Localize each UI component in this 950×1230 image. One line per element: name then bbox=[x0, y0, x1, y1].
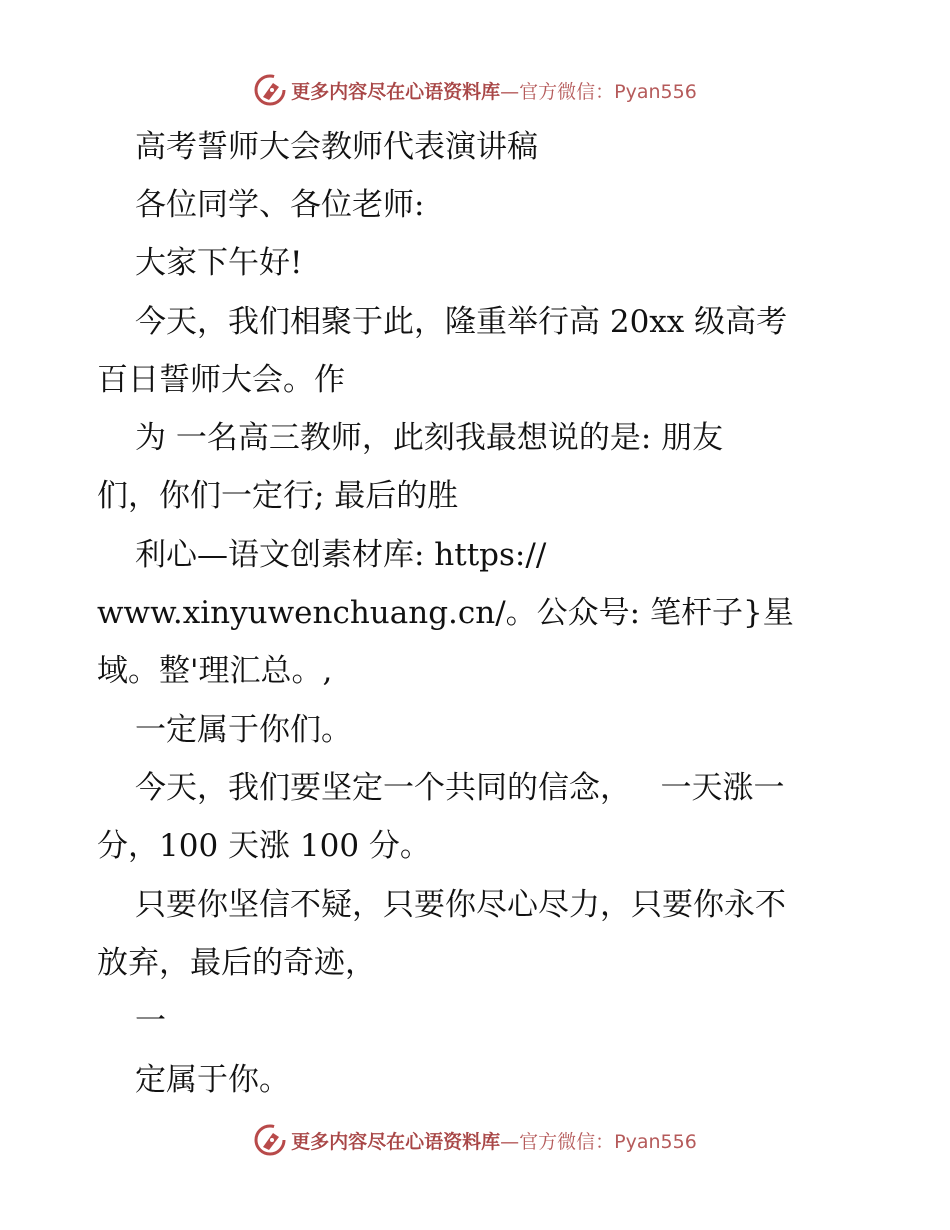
paragraph-line: 只要你坚信不疑，只要你尽心尽力，只要你永不 bbox=[135, 887, 786, 923]
paragraph-line: 今天，我们要坚定一个共同的信念， 一天涨一 bbox=[135, 770, 785, 806]
paragraph-line: 一 bbox=[135, 1003, 166, 1039]
paragraph-line: 今天，我们相聚于此，隆重举行高 20xx 级高考 bbox=[135, 304, 788, 340]
paragraph-line: 域。整'理汇总。, bbox=[97, 653, 333, 689]
paragraph-line: 为 一名高三教师，此刻我最想说的是: 朋友 bbox=[135, 420, 724, 456]
paragraph-line: 利心—语文创素材库: https:// bbox=[135, 537, 547, 573]
paragraph-line: 放弃，最后的奇迹， bbox=[97, 945, 376, 981]
footer-wechat: 官方微信：Pyan556 bbox=[519, 1130, 697, 1153]
pen-nib-logo-icon bbox=[253, 1123, 287, 1157]
paragraph-line: www.xinyuwenchuang.cn/。公众号: 笔杆子}星 bbox=[97, 595, 794, 631]
header-banner bbox=[0, 70, 950, 110]
paragraph-line: 分，100 天涨 100 分。 bbox=[97, 828, 431, 864]
paragraph-line: 定属于你。 bbox=[135, 1062, 290, 1098]
footer-banner-text bbox=[291, 1127, 697, 1154]
pen-nib-logo-icon bbox=[253, 73, 287, 107]
paragraph-line: 们，你们一定行; 最后的胜 bbox=[97, 478, 459, 514]
paragraph-line: 百日誓师大会。作 bbox=[97, 362, 345, 398]
header-banner-text bbox=[291, 77, 697, 104]
paragraph-line: 一定属于你们。 bbox=[135, 712, 352, 748]
header-site-name: 更多内容尽在心语资料库 bbox=[291, 80, 501, 103]
header-wechat: 官方微信：Pyan556 bbox=[519, 80, 697, 103]
greeting: 大家下午好! bbox=[135, 245, 303, 281]
footer-site-name: 更多内容尽在心语资料库 bbox=[291, 1130, 501, 1153]
document-title: 高考誓师大会教师代表演讲稿 bbox=[135, 129, 538, 165]
footer-separator: — bbox=[500, 1130, 520, 1153]
salutation: 各位同学、各位老师: bbox=[135, 187, 425, 223]
header-separator: — bbox=[500, 80, 520, 103]
footer-banner bbox=[0, 1120, 950, 1160]
